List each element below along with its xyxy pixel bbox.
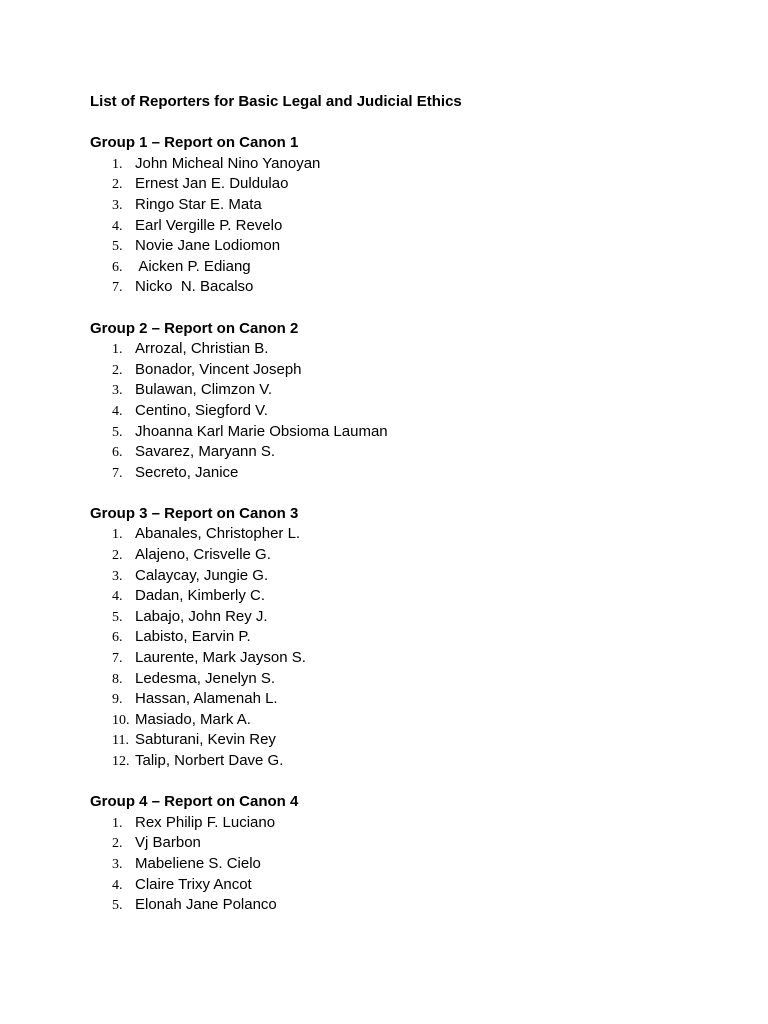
item-number: 1. — [112, 342, 123, 358]
item-number: 2. — [112, 548, 123, 564]
item-number: 4. — [112, 403, 123, 419]
item-number: 6. — [112, 259, 123, 275]
list-item — [90, 442, 730, 463]
reporter-name: Earl Vergille P. Revelo — [135, 216, 283, 234]
item-number: 12. — [112, 754, 130, 769]
list-item — [90, 401, 730, 422]
item-number: 8. — [112, 671, 123, 687]
list-item — [90, 854, 730, 875]
list-item — [90, 216, 730, 237]
item-number: 7. — [112, 651, 123, 667]
item-number: 3. — [112, 383, 123, 399]
reporter-name: Talip, Norbert Dave G. — [135, 752, 284, 769]
item-number: 4. — [112, 877, 123, 893]
group-section-4 — [90, 792, 730, 916]
list-item — [90, 566, 730, 587]
list-item — [90, 380, 730, 401]
reporter-name: Hassan, Alamenah L. — [135, 690, 278, 708]
list-item — [90, 463, 730, 484]
group-heading: Group 4 – Report on Canon 4 — [90, 793, 299, 811]
list-item — [90, 422, 730, 443]
reporter-name: John Micheal Nino Yanoyan — [135, 154, 321, 172]
list-item — [90, 730, 730, 751]
item-number: 2. — [112, 177, 123, 193]
reporter-name: Masiado, Mark A. — [135, 710, 251, 728]
reporter-name: Elonah Jane Polanco — [135, 896, 277, 914]
list-item — [90, 195, 730, 216]
item-number: 5. — [112, 898, 123, 914]
list-item — [90, 607, 730, 628]
list-item — [90, 174, 730, 195]
reporter-name: Ledesma, Jenelyn S. — [135, 669, 276, 687]
reporter-name: Savarez, Maryann S. — [135, 443, 276, 461]
list-item — [90, 875, 730, 896]
item-number: 1. — [112, 527, 123, 543]
list-item — [90, 689, 730, 710]
item-number: 3. — [112, 197, 123, 213]
reporter-name: Rex Philip F. Luciano — [135, 813, 276, 831]
list-item — [90, 648, 730, 669]
list-item — [90, 813, 730, 834]
list-item — [90, 586, 730, 607]
group-heading: Group 2 – Report on Canon 2 — [90, 319, 299, 337]
list-item — [90, 277, 730, 298]
reporter-name: Mabeliene S. Cielo — [135, 854, 261, 872]
list-item — [90, 710, 730, 731]
item-number: 1. — [112, 815, 123, 831]
list-item — [90, 524, 730, 545]
reporter-name: Bonador, Vincent Joseph — [135, 360, 302, 378]
reporter-name: Ernest Jan E. Duldulao — [135, 175, 289, 193]
group-section-3 — [90, 504, 730, 772]
member-list — [90, 813, 730, 916]
list-item — [90, 154, 730, 175]
document-title: List of Reporters for Basic Legal and Judicial Ethics — [90, 93, 462, 110]
reporter-name: Novie Jane Lodiomon — [135, 237, 281, 255]
group-section-1 — [90, 133, 730, 298]
reporter-name: Labisto, Earvin P. — [135, 628, 251, 646]
item-number: 10. — [112, 712, 130, 728]
reporter-name: Vj Barbon — [135, 834, 201, 852]
member-list — [90, 339, 730, 483]
member-list — [90, 524, 730, 771]
item-number: 2. — [112, 362, 123, 378]
list-item — [90, 339, 730, 360]
reporter-name: Arrozal, Christian B. — [135, 340, 269, 358]
item-number: 2. — [112, 836, 123, 852]
reporter-name: Laurente, Mark Jayson S. — [135, 649, 306, 667]
item-number: 7. — [112, 465, 123, 481]
item-number: 4. — [112, 589, 123, 605]
group-section-2 — [90, 319, 730, 484]
list-item — [90, 360, 730, 381]
group-heading: Group 1 – Report on Canon 1 — [90, 134, 299, 152]
reporter-name: Abanales, Christopher L. — [135, 525, 301, 543]
list-item — [90, 833, 730, 854]
item-number: 3. — [112, 856, 123, 872]
groups-container — [90, 133, 730, 916]
item-number: 6. — [112, 445, 123, 461]
list-item — [90, 236, 730, 257]
reporter-name: Alajeno, Crisvelle G. — [135, 546, 271, 564]
reporter-name: Secreto, Janice — [135, 463, 239, 481]
reporter-name: Ringo Star E. Mata — [135, 195, 262, 213]
list-item — [90, 669, 730, 690]
reporter-name: Centino, Siegford V. — [135, 401, 268, 419]
group-heading: Group 3 – Report on Canon 3 — [90, 504, 299, 522]
reporter-name: Sabturani, Kevin Rey — [135, 731, 276, 749]
item-number: 11. — [112, 733, 129, 749]
item-number: 1. — [112, 156, 123, 172]
reporter-name: Aicken P. Ediang — [135, 257, 251, 275]
item-number: 7. — [112, 280, 123, 296]
reporter-name: Jhoanna Karl Marie Obsioma Lauman — [135, 422, 388, 440]
reporter-name: Calaycay, Jungie G. — [135, 566, 269, 584]
item-number: 3. — [112, 568, 123, 584]
member-list — [90, 154, 730, 298]
reporter-name: Claire Trixy Ancot — [135, 875, 252, 893]
item-number: 4. — [112, 218, 123, 234]
reporter-name: Nicko N. Bacalso — [135, 278, 254, 296]
item-number: 5. — [112, 239, 123, 255]
item-number: 5. — [112, 424, 123, 440]
reporter-name: Labajo, John Rey J. — [135, 607, 268, 625]
reporter-name: Bulawan, Climzon V. — [135, 381, 273, 399]
list-item — [90, 627, 730, 648]
list-item — [90, 257, 730, 278]
reporter-name: Dadan, Kimberly C. — [135, 587, 266, 605]
document-page — [90, 92, 730, 936]
item-number: 5. — [112, 609, 123, 625]
item-number: 6. — [112, 630, 123, 646]
list-item — [90, 751, 730, 772]
list-item — [90, 545, 730, 566]
item-number: 9. — [112, 692, 123, 708]
list-item — [90, 895, 730, 916]
